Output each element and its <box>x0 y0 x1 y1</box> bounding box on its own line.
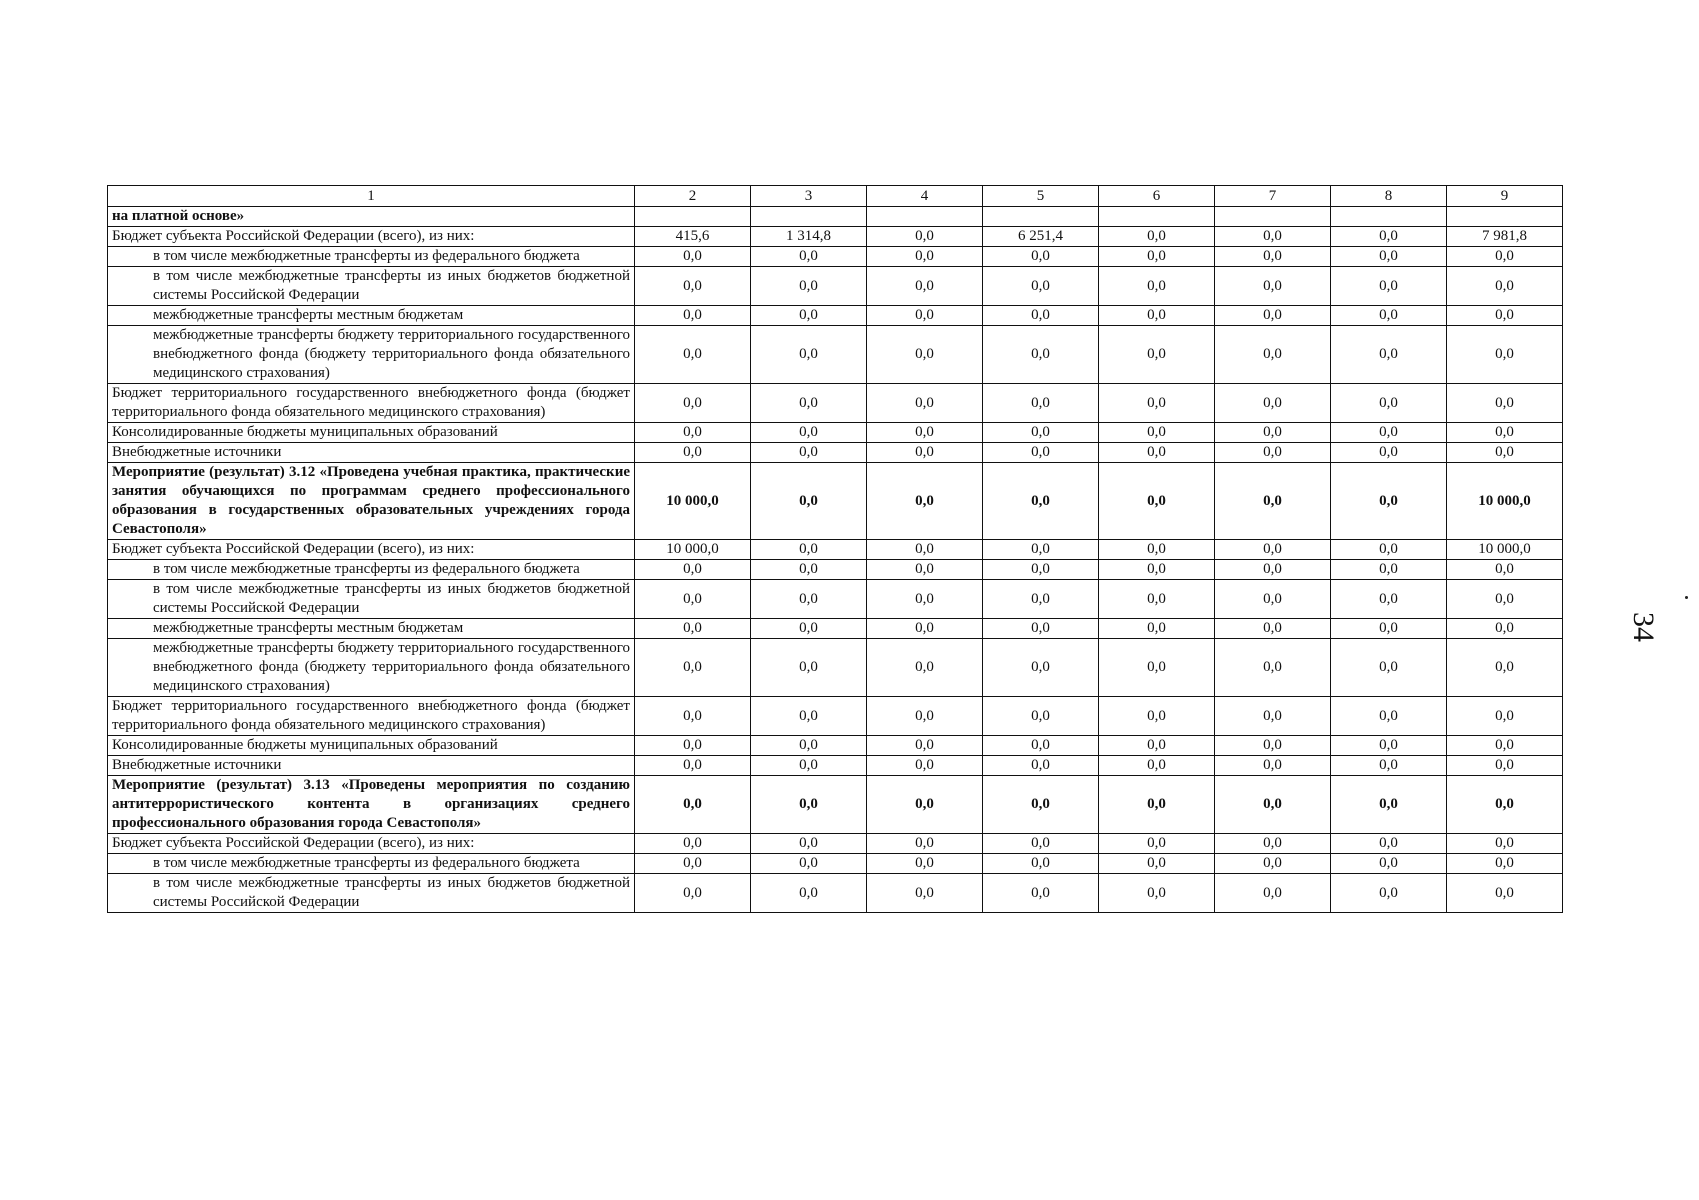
value-cell: 1 314,8 <box>751 227 867 247</box>
value-cell: 0,0 <box>867 854 983 874</box>
value-cell: 0,0 <box>867 247 983 267</box>
value-cell: 0,0 <box>1099 580 1215 619</box>
value-cell: 0,0 <box>1447 776 1563 834</box>
value-cell: 0,0 <box>983 443 1099 463</box>
column-header: 4 <box>867 186 983 207</box>
value-cell: 0,0 <box>1331 639 1447 697</box>
value-cell: 0,0 <box>1447 423 1563 443</box>
value-cell: 0,0 <box>1099 560 1215 580</box>
row-label: межбюджетные трансферты местным бюджетам <box>108 619 635 639</box>
value-cell: 0,0 <box>751 306 867 326</box>
value-cell: 0,0 <box>983 423 1099 443</box>
margin-mark <box>1685 596 1688 599</box>
value-cell: 0,0 <box>1215 267 1331 306</box>
table-row <box>108 326 1563 384</box>
value-cell: 0,0 <box>983 639 1099 697</box>
row-label: Консолидированные бюджеты муниципальных образований <box>108 423 635 443</box>
value-cell: 0,0 <box>1447 560 1563 580</box>
column-header: 2 <box>635 186 751 207</box>
value-cell: 0,0 <box>635 736 751 756</box>
value-cell: 0,0 <box>1099 619 1215 639</box>
value-cell: 0,0 <box>1331 306 1447 326</box>
value-cell: 0,0 <box>1447 697 1563 736</box>
table-row <box>108 247 1563 267</box>
value-cell: 0,0 <box>1099 639 1215 697</box>
value-cell: 0,0 <box>1331 854 1447 874</box>
value-cell: 0,0 <box>751 756 867 776</box>
column-header: 5 <box>983 186 1099 207</box>
value-cell: 0,0 <box>1215 306 1331 326</box>
value-cell: 0,0 <box>867 384 983 423</box>
table-row <box>108 306 1563 326</box>
value-cell: 0,0 <box>1099 384 1215 423</box>
table-row <box>108 540 1563 560</box>
value-cell: 0,0 <box>751 463 867 540</box>
value-cell: 0,0 <box>867 756 983 776</box>
value-cell: 0,0 <box>1331 463 1447 540</box>
value-cell: 0,0 <box>635 776 751 834</box>
row-label: в том числе межбюджетные трансферты из иных бюджетов бюджетной системы Российской Федерации <box>108 580 635 619</box>
value-cell: 415,6 <box>635 227 751 247</box>
value-cell <box>1331 207 1447 227</box>
value-cell: 0,0 <box>1099 463 1215 540</box>
value-cell: 0,0 <box>867 423 983 443</box>
value-cell: 7 981,8 <box>1447 227 1563 247</box>
value-cell <box>751 207 867 227</box>
value-cell: 0,0 <box>867 639 983 697</box>
value-cell: 6 251,4 <box>983 227 1099 247</box>
value-cell: 0,0 <box>1331 540 1447 560</box>
value-cell: 0,0 <box>983 874 1099 913</box>
table-row <box>108 834 1563 854</box>
value-cell: 0,0 <box>983 619 1099 639</box>
value-cell: 0,0 <box>1447 834 1563 854</box>
value-cell: 10 000,0 <box>635 463 751 540</box>
value-cell: 0,0 <box>983 247 1099 267</box>
table-row <box>108 267 1563 306</box>
value-cell: 0,0 <box>635 306 751 326</box>
value-cell: 0,0 <box>1099 267 1215 306</box>
table-row <box>108 854 1563 874</box>
value-cell: 0,0 <box>1215 834 1331 854</box>
row-label: Бюджет территориального государственного внебюджетного фонда (бюджет территориального фонда обязательного медицинского страхования) <box>108 697 635 736</box>
column-header: 3 <box>751 186 867 207</box>
value-cell: 0,0 <box>867 776 983 834</box>
value-cell: 0,0 <box>1331 267 1447 306</box>
value-cell: 0,0 <box>1447 874 1563 913</box>
value-cell: 0,0 <box>751 326 867 384</box>
table-row <box>108 227 1563 247</box>
value-cell: 0,0 <box>1331 756 1447 776</box>
value-cell: 0,0 <box>983 580 1099 619</box>
value-cell: 0,0 <box>983 736 1099 756</box>
table-row <box>108 776 1563 834</box>
value-cell: 0,0 <box>1331 227 1447 247</box>
value-cell: 0,0 <box>1331 580 1447 619</box>
row-label: Внебюджетные источники <box>108 756 635 776</box>
row-label: Мероприятие (результат) 3.13 «Проведены мероприятия по созданию антитеррористического контента в организациях среднего профессионального образования города Севастополя» <box>108 776 635 834</box>
value-cell: 0,0 <box>867 580 983 619</box>
row-label: межбюджетные трансферты местным бюджетам <box>108 306 635 326</box>
value-cell: 0,0 <box>1331 443 1447 463</box>
row-label: Бюджет субъекта Российской Федерации (всего), из них: <box>108 834 635 854</box>
value-cell: 0,0 <box>1099 776 1215 834</box>
column-header: 7 <box>1215 186 1331 207</box>
row-label: в том числе межбюджетные трансферты из федерального бюджета <box>108 560 635 580</box>
header-row <box>108 186 1563 207</box>
table-row <box>108 580 1563 619</box>
value-cell: 0,0 <box>1099 756 1215 776</box>
table-row <box>108 560 1563 580</box>
table-row <box>108 874 1563 913</box>
value-cell: 0,0 <box>1331 834 1447 854</box>
value-cell: 0,0 <box>1215 560 1331 580</box>
row-label: в том числе межбюджетные трансферты из иных бюджетов бюджетной системы Российской Федерации <box>108 267 635 306</box>
value-cell: 0,0 <box>867 267 983 306</box>
value-cell: 0,0 <box>983 540 1099 560</box>
value-cell: 0,0 <box>751 267 867 306</box>
value-cell: 0,0 <box>751 384 867 423</box>
value-cell: 0,0 <box>635 443 751 463</box>
value-cell: 0,0 <box>867 326 983 384</box>
value-cell: 0,0 <box>635 697 751 736</box>
value-cell: 0,0 <box>1215 247 1331 267</box>
value-cell: 0,0 <box>751 540 867 560</box>
value-cell: 0,0 <box>983 834 1099 854</box>
value-cell: 0,0 <box>751 423 867 443</box>
value-cell: 0,0 <box>1331 423 1447 443</box>
value-cell: 0,0 <box>635 639 751 697</box>
value-cell: 0,0 <box>1447 384 1563 423</box>
value-cell <box>1215 207 1331 227</box>
value-cell: 0,0 <box>867 227 983 247</box>
value-cell: 0,0 <box>1099 874 1215 913</box>
value-cell: 0,0 <box>1447 306 1563 326</box>
value-cell: 0,0 <box>1215 463 1331 540</box>
value-cell: 0,0 <box>1331 619 1447 639</box>
value-cell: 0,0 <box>1331 697 1447 736</box>
value-cell: 0,0 <box>1215 776 1331 834</box>
value-cell: 0,0 <box>1099 697 1215 736</box>
value-cell: 0,0 <box>867 697 983 736</box>
value-cell: 0,0 <box>751 580 867 619</box>
table-row <box>108 619 1563 639</box>
value-cell: 0,0 <box>635 423 751 443</box>
value-cell: 0,0 <box>751 854 867 874</box>
value-cell: 0,0 <box>1447 854 1563 874</box>
value-cell: 0,0 <box>1447 267 1563 306</box>
value-cell: 0,0 <box>635 326 751 384</box>
value-cell: 0,0 <box>867 540 983 560</box>
value-cell: 0,0 <box>635 384 751 423</box>
value-cell: 0,0 <box>1099 540 1215 560</box>
value-cell <box>1099 207 1215 227</box>
value-cell: 0,0 <box>1099 834 1215 854</box>
value-cell: 0,0 <box>1331 874 1447 913</box>
page-number: 34 <box>1627 612 1660 642</box>
value-cell <box>635 207 751 227</box>
table-row <box>108 443 1563 463</box>
value-cell: 0,0 <box>1099 854 1215 874</box>
value-cell: 0,0 <box>1447 326 1563 384</box>
row-label: межбюджетные трансферты бюджету территориального государственного внебюджетного фонда (бюджету территориального фонда обязательного медицинского страхования) <box>108 639 635 697</box>
value-cell: 0,0 <box>1099 247 1215 267</box>
value-cell <box>867 207 983 227</box>
column-header: 9 <box>1447 186 1563 207</box>
value-cell: 0,0 <box>1447 619 1563 639</box>
value-cell: 10 000,0 <box>1447 540 1563 560</box>
value-cell: 0,0 <box>751 247 867 267</box>
value-cell <box>983 207 1099 227</box>
budget-table <box>107 185 1563 913</box>
table-row <box>108 463 1563 540</box>
value-cell: 0,0 <box>1331 560 1447 580</box>
row-label: Бюджет субъекта Российской Федерации (всего), из них: <box>108 227 635 247</box>
value-cell: 0,0 <box>1331 384 1447 423</box>
value-cell: 0,0 <box>635 834 751 854</box>
value-cell: 0,0 <box>1447 443 1563 463</box>
table-row <box>108 639 1563 697</box>
table-body <box>108 186 1563 913</box>
table-row <box>108 756 1563 776</box>
value-cell: 0,0 <box>983 756 1099 776</box>
table-row <box>108 207 1563 227</box>
table-row <box>108 384 1563 423</box>
value-cell: 0,0 <box>751 776 867 834</box>
value-cell: 0,0 <box>1447 247 1563 267</box>
row-label: в том числе межбюджетные трансферты из федерального бюджета <box>108 247 635 267</box>
value-cell: 0,0 <box>1331 247 1447 267</box>
value-cell: 0,0 <box>1215 326 1331 384</box>
value-cell: 0,0 <box>1215 443 1331 463</box>
value-cell: 0,0 <box>635 580 751 619</box>
value-cell: 0,0 <box>635 854 751 874</box>
value-cell: 0,0 <box>1447 580 1563 619</box>
value-cell: 0,0 <box>1099 326 1215 384</box>
value-cell: 0,0 <box>751 639 867 697</box>
value-cell: 0,0 <box>1099 227 1215 247</box>
value-cell: 0,0 <box>983 776 1099 834</box>
value-cell: 0,0 <box>1215 639 1331 697</box>
value-cell: 0,0 <box>983 854 1099 874</box>
value-cell: 0,0 <box>867 619 983 639</box>
value-cell: 0,0 <box>635 619 751 639</box>
row-label: в том числе межбюджетные трансферты из федерального бюджета <box>108 854 635 874</box>
value-cell: 0,0 <box>751 697 867 736</box>
value-cell: 0,0 <box>1215 384 1331 423</box>
value-cell: 0,0 <box>751 560 867 580</box>
value-cell: 0,0 <box>867 874 983 913</box>
row-label: на платной основе» <box>108 207 635 227</box>
value-cell: 0,0 <box>1215 580 1331 619</box>
value-cell: 0,0 <box>1215 736 1331 756</box>
value-cell: 0,0 <box>635 247 751 267</box>
row-label: Мероприятие (результат) 3.12 «Проведена учебная практика, практические занятия обучающихся по программам среднего профессионального образования в государственных образовательных учреждениях города Севастополя» <box>108 463 635 540</box>
value-cell: 0,0 <box>1215 697 1331 736</box>
value-cell: 0,0 <box>751 619 867 639</box>
value-cell: 0,0 <box>983 463 1099 540</box>
value-cell: 0,0 <box>635 560 751 580</box>
value-cell: 0,0 <box>751 834 867 854</box>
table-row <box>108 736 1563 756</box>
value-cell: 0,0 <box>1215 227 1331 247</box>
value-cell: 0,0 <box>983 384 1099 423</box>
value-cell: 0,0 <box>1331 736 1447 756</box>
column-header: 1 <box>108 186 635 207</box>
value-cell: 0,0 <box>1447 756 1563 776</box>
value-cell: 10 000,0 <box>635 540 751 560</box>
value-cell: 0,0 <box>1215 854 1331 874</box>
value-cell: 0,0 <box>867 834 983 854</box>
value-cell: 0,0 <box>983 267 1099 306</box>
value-cell: 0,0 <box>1447 639 1563 697</box>
value-cell: 0,0 <box>1215 619 1331 639</box>
value-cell: 0,0 <box>635 756 751 776</box>
value-cell: 0,0 <box>1099 306 1215 326</box>
row-label: Внебюджетные источники <box>108 443 635 463</box>
value-cell <box>1447 207 1563 227</box>
value-cell: 0,0 <box>1447 736 1563 756</box>
row-label: Бюджет территориального государственного внебюджетного фонда (бюджет территориального фонда обязательного медицинского страхования) <box>108 384 635 423</box>
value-cell: 0,0 <box>867 736 983 756</box>
row-label: в том числе межбюджетные трансферты из иных бюджетов бюджетной системы Российской Федерации <box>108 874 635 913</box>
value-cell: 0,0 <box>983 326 1099 384</box>
value-cell: 0,0 <box>751 874 867 913</box>
value-cell: 0,0 <box>867 463 983 540</box>
value-cell: 0,0 <box>1099 736 1215 756</box>
value-cell: 0,0 <box>1331 776 1447 834</box>
value-cell: 0,0 <box>867 306 983 326</box>
column-header: 6 <box>1099 186 1215 207</box>
value-cell: 0,0 <box>751 443 867 463</box>
row-label: Бюджет субъекта Российской Федерации (всего), из них: <box>108 540 635 560</box>
value-cell: 0,0 <box>1215 423 1331 443</box>
table-row <box>108 697 1563 736</box>
value-cell: 0,0 <box>751 736 867 756</box>
row-label: Консолидированные бюджеты муниципальных образований <box>108 736 635 756</box>
value-cell: 0,0 <box>983 560 1099 580</box>
value-cell: 0,0 <box>1215 756 1331 776</box>
value-cell: 0,0 <box>867 560 983 580</box>
value-cell: 0,0 <box>1331 326 1447 384</box>
value-cell: 0,0 <box>635 267 751 306</box>
value-cell: 0,0 <box>635 874 751 913</box>
value-cell: 0,0 <box>1099 423 1215 443</box>
value-cell: 10 000,0 <box>1447 463 1563 540</box>
value-cell: 0,0 <box>1215 874 1331 913</box>
value-cell: 0,0 <box>983 697 1099 736</box>
row-label: межбюджетные трансферты бюджету территориального государственного внебюджетного фонда (бюджету территориального фонда обязательного медицинского страхования) <box>108 326 635 384</box>
value-cell: 0,0 <box>867 443 983 463</box>
column-header: 8 <box>1331 186 1447 207</box>
value-cell: 0,0 <box>1215 540 1331 560</box>
value-cell: 0,0 <box>1099 443 1215 463</box>
table-row <box>108 423 1563 443</box>
value-cell: 0,0 <box>983 306 1099 326</box>
